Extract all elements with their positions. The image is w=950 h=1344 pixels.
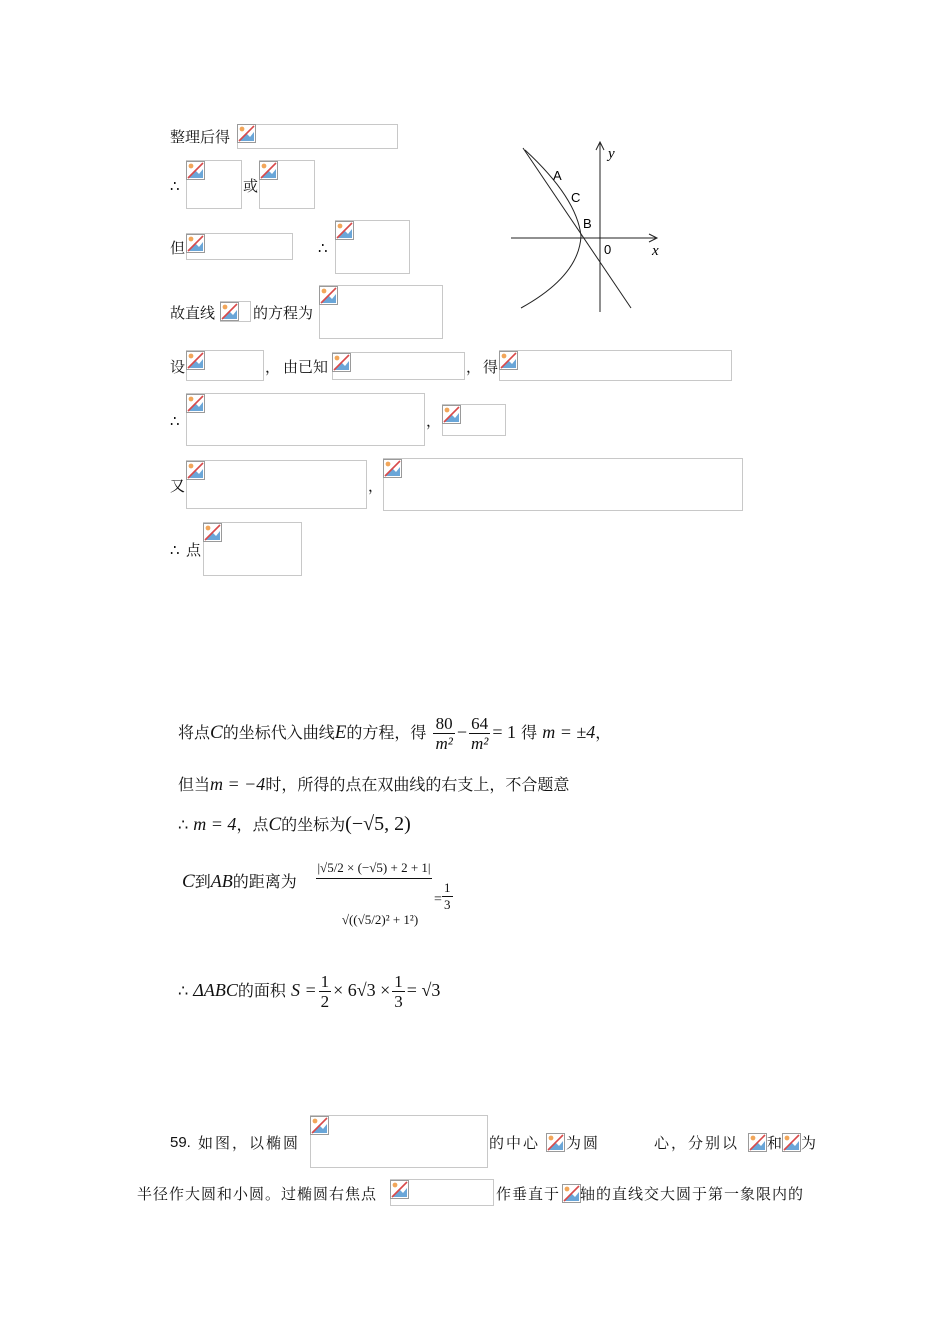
- point-a-label: A: [553, 168, 562, 183]
- text-comma: ，: [265, 358, 281, 376]
- line-ab: [523, 148, 631, 308]
- text: 为圆: [566, 1134, 601, 1152]
- text: 的距离为: [232, 872, 297, 891]
- broken-image-icon: [186, 234, 205, 253]
- numerator: 1: [320, 972, 330, 991]
- broken-image-icon: [442, 405, 461, 424]
- text: 的方程，得: [346, 723, 427, 742]
- text: 但当: [178, 775, 211, 794]
- hyperbola-figure: [505, 138, 675, 318]
- therefore-symbol: ∴: [170, 541, 180, 559]
- equals: = 1: [492, 722, 516, 742]
- m-value: m = −4: [210, 774, 266, 794]
- var-ab: AB: [210, 871, 233, 891]
- broken-image-icon: [546, 1133, 565, 1152]
- y-axis-label: y: [608, 146, 615, 162]
- fraction: [319, 972, 332, 1011]
- text: 轴的直线交大圆于第一象限内的: [580, 1185, 805, 1203]
- coordinate: (−√5, 2): [345, 813, 411, 835]
- text-get: 得: [483, 358, 499, 376]
- text: 的坐标为: [281, 815, 346, 834]
- equals: =: [434, 892, 442, 907]
- text-comma: ，: [466, 358, 482, 376]
- denominator: 3: [394, 992, 403, 1011]
- var-e: E: [334, 722, 347, 743]
- text: 的中心: [489, 1134, 541, 1152]
- point-c-label: C: [571, 190, 581, 205]
- broken-image-icon: [390, 1180, 409, 1199]
- text: 的坐标代入曲线: [222, 723, 335, 742]
- broken-image-icon: [203, 523, 222, 542]
- minus: −: [456, 722, 467, 742]
- denominator: m²: [435, 734, 453, 753]
- text: 心，分别以: [654, 1134, 740, 1152]
- broken-image-icon: [332, 353, 351, 372]
- broken-image-icon: [259, 161, 278, 180]
- distance-numerator: |√5/2 × (−√5) + 2 + 1|: [316, 858, 432, 879]
- formula-image-box: [383, 458, 743, 511]
- text-but: 但: [170, 239, 186, 257]
- x-axis-label: x: [652, 243, 659, 259]
- fraction: [433, 714, 454, 753]
- therefore-symbol: ∴: [178, 981, 189, 1000]
- denominator: 3: [444, 897, 451, 912]
- formula-image-box: [186, 393, 425, 446]
- var-c: C: [182, 871, 195, 892]
- text-zhengli: 整理后得: [170, 128, 231, 146]
- therefore-symbol: ∴: [178, 815, 189, 834]
- formula-image-box: [499, 350, 732, 381]
- fraction: [469, 714, 490, 753]
- text: ，点: [236, 815, 269, 834]
- broken-image-icon: [186, 351, 205, 370]
- broken-image-icon: [499, 351, 518, 370]
- text: 为: [801, 1134, 817, 1152]
- result-fraction: [442, 880, 453, 913]
- numerator: 80: [433, 714, 454, 734]
- text: 得: [521, 723, 538, 742]
- broken-image-icon: [383, 459, 402, 478]
- text-line-suffix: 的方程为: [253, 304, 314, 322]
- text-comma: ，: [368, 477, 384, 495]
- hyperbola-branch: [521, 150, 581, 308]
- distance-denominator: √((√5/2)² + 1²): [341, 912, 419, 927]
- therefore-symbol: ∴: [318, 239, 328, 257]
- text: 将点: [178, 723, 211, 742]
- var-c: C: [268, 814, 282, 835]
- formula-image-box: [186, 460, 367, 509]
- fraction: [392, 972, 405, 1011]
- broken-image-icon: [319, 286, 338, 305]
- text: 到: [194, 872, 211, 891]
- text-or: 或: [243, 177, 259, 195]
- result: = √3: [406, 980, 441, 1000]
- solution-line-4: [182, 870, 297, 893]
- solution-line-1: [178, 714, 611, 753]
- text: 作垂直于: [496, 1185, 561, 1203]
- text-set: 设: [170, 358, 186, 376]
- triangle-abc: ΔABC: [193, 980, 238, 1000]
- numerator: 1: [394, 972, 403, 991]
- text-comma: ，: [426, 412, 442, 430]
- text-from-known: 由已知: [283, 358, 329, 376]
- broken-image-icon: [335, 221, 354, 240]
- text: 的面积: [237, 981, 286, 1000]
- therefore-symbol: ∴: [170, 177, 180, 195]
- var-c: C: [210, 722, 223, 743]
- text-also: 又: [170, 477, 186, 495]
- formula-image-box: [332, 352, 465, 380]
- solution-line-2: [178, 773, 569, 796]
- therefore-symbol: ∴: [170, 412, 180, 430]
- formula-image-box: [310, 1115, 488, 1168]
- area-s: S =: [290, 980, 317, 1000]
- denominator: 2: [320, 992, 330, 1011]
- denominator: m²: [470, 734, 489, 753]
- broken-image-icon: [186, 461, 205, 480]
- text: ，: [595, 723, 612, 742]
- solution-line-5: [178, 972, 440, 1011]
- broken-image-icon: [237, 124, 256, 143]
- point-b-label: B: [583, 216, 592, 231]
- text-line-prefix: 故直线: [170, 304, 216, 322]
- broken-image-icon: [748, 1133, 767, 1152]
- broken-image-icon: [186, 394, 205, 413]
- expression: × 6√3 ×: [333, 980, 391, 1000]
- broken-image-icon: [782, 1133, 801, 1152]
- origin-label: 0: [604, 242, 612, 257]
- broken-image-icon: [186, 161, 205, 180]
- text: 时，所得的点在双曲线的右支上，不合题意: [265, 775, 570, 794]
- broken-image-icon: [562, 1184, 581, 1203]
- m-value: m = 4: [193, 814, 237, 834]
- text: 如图，以椭圆: [198, 1134, 301, 1152]
- broken-image-icon: [220, 302, 239, 321]
- problem-number: 59.: [170, 1134, 191, 1151]
- text: 半径作大圆和小圆。过椭圆右焦点: [137, 1185, 378, 1203]
- text: 和: [767, 1134, 783, 1152]
- m-value: m = ±4: [542, 722, 596, 742]
- numerator: 1: [444, 880, 451, 895]
- formula-image-box: [237, 124, 398, 149]
- numerator: 64: [469, 714, 490, 734]
- solution-line-3: [178, 813, 411, 836]
- text-point: 点: [186, 541, 202, 559]
- broken-image-icon: [310, 1116, 329, 1135]
